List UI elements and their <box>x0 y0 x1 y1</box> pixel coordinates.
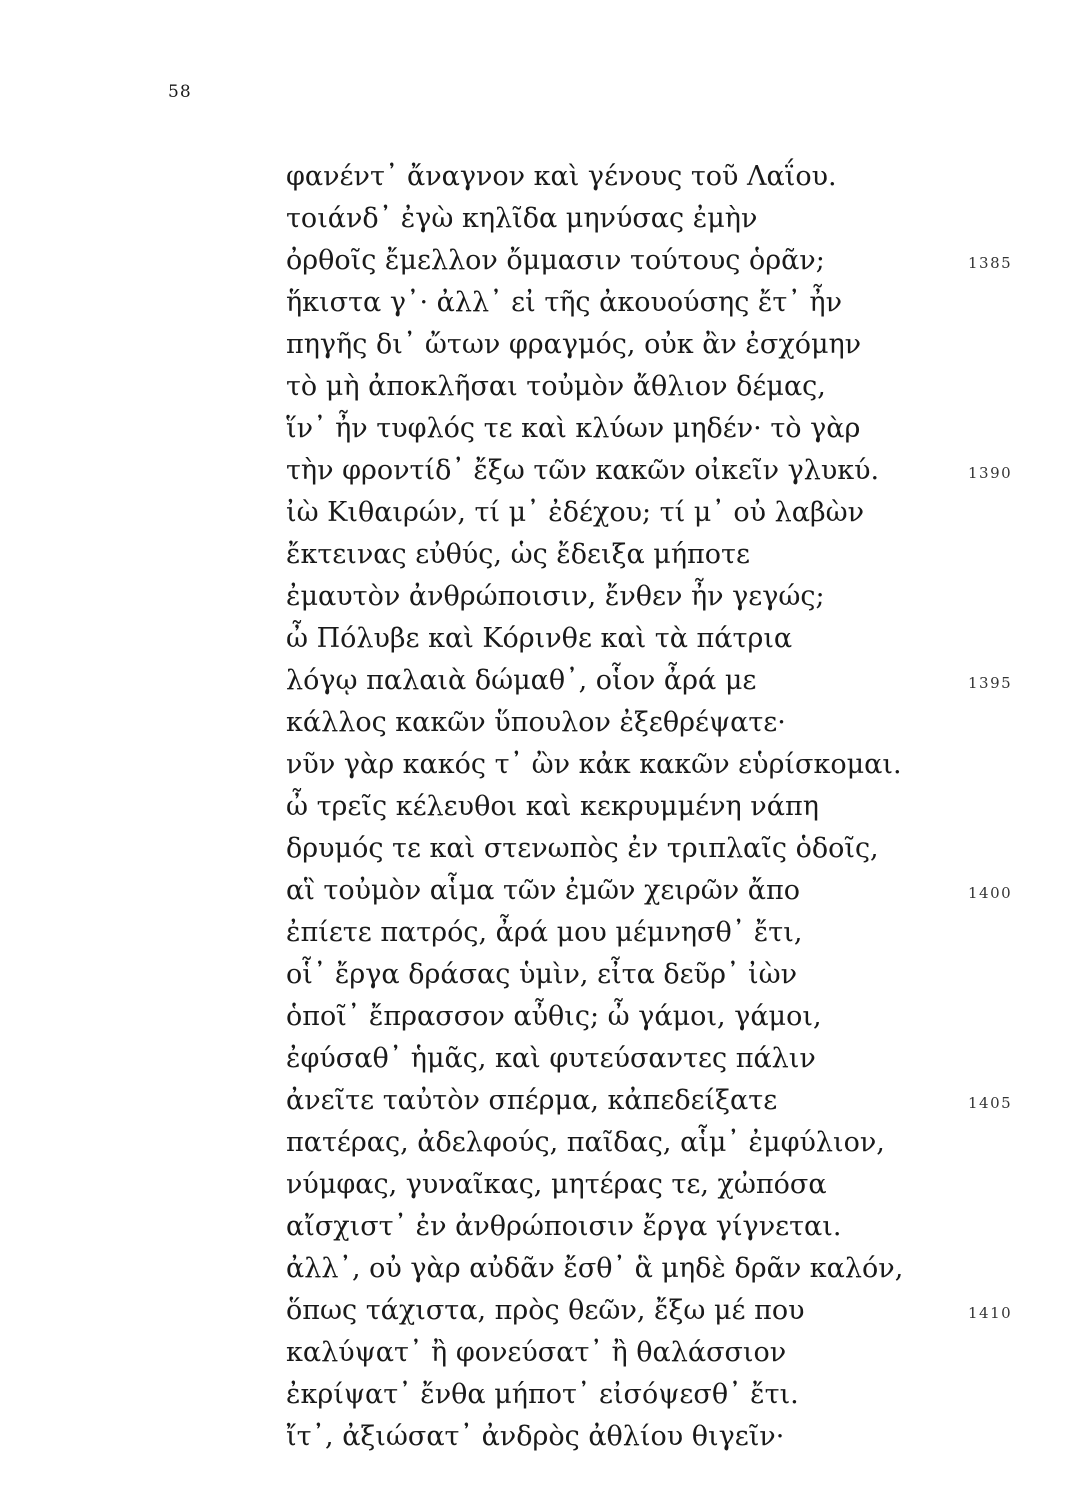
verse-block <box>286 156 1013 1458</box>
verse-text: νῦν γὰρ κακός τ᾽ ὢν κἀκ κακῶν εὑρίσκομαι. <box>286 749 902 780</box>
verse-text: ὅπως τάχιστα, πρὸς θεῶν, ἔξω μέ που <box>286 1295 805 1326</box>
verse-text: ὀρθοῖς ἔμελλον ὄμμασιν τούτους ὁρᾶν; <box>286 245 825 276</box>
line-number: 1410 <box>968 1304 1013 1322</box>
line-number: 1400 <box>968 884 1013 902</box>
verse-line <box>286 912 1006 954</box>
verse-text: ἰὼ Κιθαιρών, τί μ᾽ ἐδέχου; τί μ᾽ οὐ λαβὼν <box>286 497 865 528</box>
verse-text: ἴτ᾽, ἀξιώσατ᾽ ἀνδρὸς ἀθλίου θιγεῖν· <box>286 1421 785 1452</box>
verse-text: λόγῳ παλαιὰ δώμαθ᾽, οἷον ἆρά με <box>286 665 757 696</box>
verse-text: κάλλος κακῶν ὕπουλον ἐξεθρέψατε· <box>286 707 786 738</box>
verse-text: οἷ᾽ ἔργα δράσας ὑμὶν, εἶτα δεῦρ᾽ ἰὼν <box>286 959 798 990</box>
verse-text: ἐμαυτὸν ἀνθρώποισιν, ἔνθεν ἦν γεγώς; <box>286 581 825 612</box>
verse-text: αἳ τοὐμὸν αἷμα τῶν ἐμῶν χειρῶν ἄπο <box>286 875 801 906</box>
verse-text: ὦ τρεῖς κέλευθοι καὶ κεκρυμμένη νάπη <box>286 791 819 822</box>
verse-line <box>286 366 1006 408</box>
verse-line <box>286 618 1006 660</box>
verse-text: πατέρας, ἀδελφούς, παῖδας, αἷμ᾽ ἐμφύλιον, <box>286 1127 885 1158</box>
verse-text: ἐφύσαθ᾽ ἡμᾶς, καὶ φυτεύσαντες πάλιν <box>286 1043 816 1074</box>
verse-text: καλύψατ᾽ ἢ φονεύσατ᾽ ἢ θαλάσσιον <box>286 1337 787 1368</box>
verse-line <box>286 282 1006 324</box>
verse-text: πηγῆς δι᾽ ὤτων φραγμός, οὐκ ἂν ἐσχόμην <box>286 329 862 360</box>
verse-text: φανέντ᾽ ἄναγνον καὶ γένους τοῦ Λαΐου. <box>286 161 837 192</box>
verse-line <box>286 1248 1006 1290</box>
verse-text: τοιάνδ᾽ ἐγὼ κηλῖδα μηνύσας ἐμὴν <box>286 203 758 234</box>
verse-line <box>286 1416 1006 1458</box>
verse-line <box>286 1290 1013 1332</box>
verse-text: ὁποῖ᾽ ἔπρασσον αὖθις; ὦ γάμοι, γάμοι, <box>286 1001 822 1032</box>
verse-line <box>286 240 1013 282</box>
verse-line <box>286 702 1006 744</box>
verse-line <box>286 492 1006 534</box>
verse-text: ἥκιστα γ᾽· ἀλλ᾽ εἰ τῆς ἀκουούσης ἔτ᾽ ἦν <box>286 287 842 318</box>
verse-line <box>286 1206 1006 1248</box>
verse-text: δρυμός τε καὶ στενωπὸς ἐν τριπλαῖς ὁδοῖς, <box>286 833 879 864</box>
verse-line <box>286 996 1006 1038</box>
verse-text: τὴν φροντίδ᾽ ἔξω τῶν κακῶν οἰκεῖν γλυκύ. <box>286 455 880 486</box>
verse-line <box>286 870 1013 912</box>
verse-line <box>286 660 1013 702</box>
page-number: 58 <box>168 82 192 102</box>
verse-line <box>286 1164 1006 1206</box>
verse-text: ἵν᾽ ἦν τυφλός τε καὶ κλύων μηδέν· τὸ γὰρ <box>286 413 861 444</box>
line-number: 1390 <box>968 464 1013 482</box>
verse-text: τὸ μὴ ἀποκλῆσαι τοὐμὸν ἄθλιον δέμας, <box>286 371 826 402</box>
verse-text: ἀνεῖτε ταὐτὸν σπέρμα, κἀπεδείξατε <box>286 1085 778 1116</box>
verse-line <box>286 576 1006 618</box>
verse-line <box>286 534 1006 576</box>
line-number: 1395 <box>968 674 1013 692</box>
line-number: 1405 <box>968 1094 1013 1112</box>
verse-line <box>286 198 1006 240</box>
verse-line <box>286 1038 1006 1080</box>
verse-line <box>286 1332 1006 1374</box>
verse-line <box>286 450 1013 492</box>
verse-text: νύμφας, γυναῖκας, μητέρας τε, χὠπόσα <box>286 1169 827 1200</box>
verse-text: ἀλλ᾽, οὐ γὰρ αὐδᾶν ἔσθ᾽ ἃ μηδὲ δρᾶν καλόν, <box>286 1253 904 1284</box>
verse-text: ἐπίετε πατρός, ἆρά μου μέμνησθ᾽ ἔτι, <box>286 917 803 948</box>
verse-line <box>286 156 1006 198</box>
verse-text: ἐκρίψατ᾽ ἔνθα μήποτ᾽ εἰσόψεσθ᾽ ἔτι. <box>286 1379 799 1410</box>
verse-line <box>286 828 1006 870</box>
verse-text: αἴσχιστ᾽ ἐν ἀνθρώποισιν ἔργα γίγνεται. <box>286 1211 842 1242</box>
verse-text: ὦ Πόλυβε καὶ Κόρινθε καὶ τὰ πάτρια <box>286 623 793 654</box>
verse-line <box>286 1080 1013 1122</box>
verse-line <box>286 408 1006 450</box>
verse-line <box>286 1374 1006 1416</box>
verse-line <box>286 744 1006 786</box>
verse-line <box>286 954 1006 996</box>
line-number: 1385 <box>968 254 1013 272</box>
verse-line <box>286 324 1006 366</box>
verse-text: ἔκτεινας εὐθύς, ὡς ἔδειξα μήποτε <box>286 539 750 570</box>
verse-line <box>286 1122 1006 1164</box>
verse-line <box>286 786 1006 828</box>
